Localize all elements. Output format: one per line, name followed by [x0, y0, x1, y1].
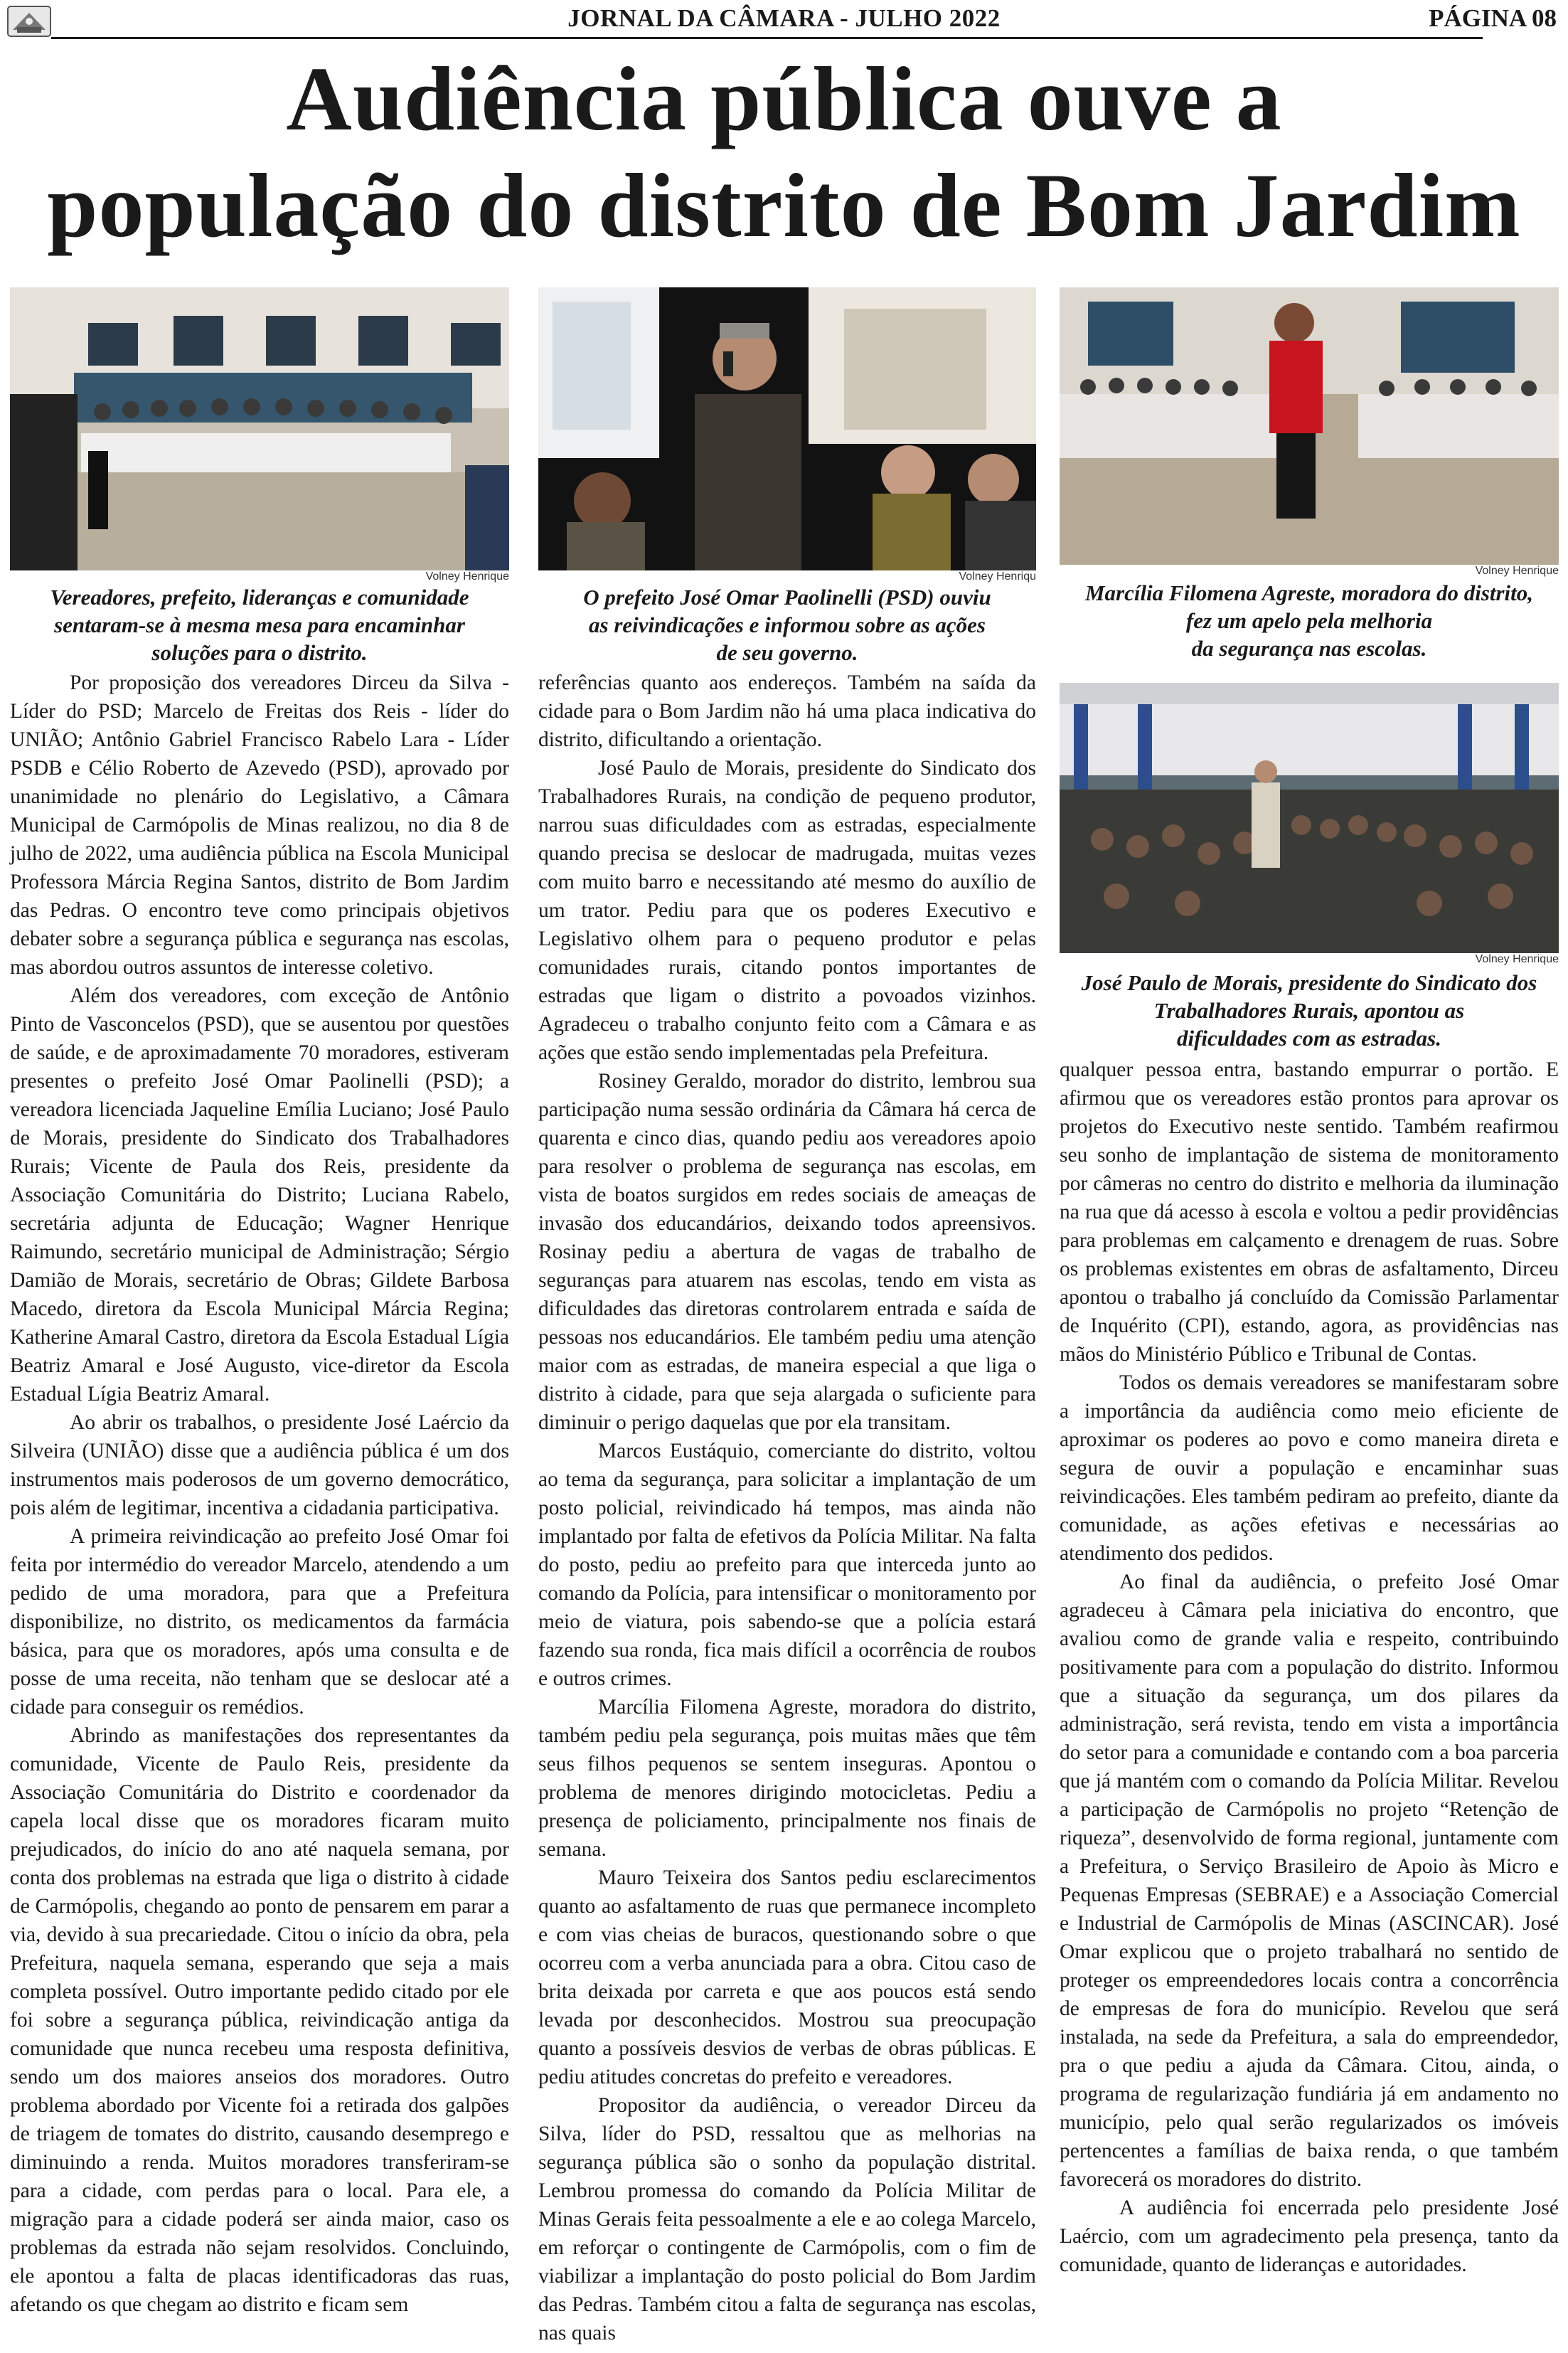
photo-credit-2: Volney Henriqu: [959, 570, 1036, 583]
photo-credit-4: Volney Henrique: [1475, 953, 1559, 965]
journal-title: JORNAL DA CÂMARA - JULHO 2022: [567, 4, 1001, 32]
photo-credit-3: Volney Henrique: [1475, 565, 1559, 577]
paragraph: A primeira reivindicação ao prefeito José Omar foi feita por intermédio do vereador Marcelo, atendendo a um pedido de uma moradora, para que a Prefeitura disponibilize, no distrito, os medicamentos da farmácia básica, para que os moradores, após uma consulta e de posse de uma receita, não tenham que se deslocar até a cidade para conseguir os remédios.: [10, 1525, 509, 1719]
photo-meeting-table: [10, 287, 509, 570]
photo-caption-4: José Paulo de Morais, presidente do Sindicato dos Trabalhadores Rurais, apontou as dificuldades com as estradas.: [1081, 970, 1537, 1051]
masthead: [0, 0, 1568, 43]
photo-caption-2: O prefeito José Omar Paolinelli (PSD) ouviu as reivindicações e informou sobre as ações de seu governo.: [583, 585, 991, 665]
paragraph: Marcos Eustáquio, comerciante do distrito, voltou ao tema da segurança, para solicitar a implantação de um posto policial, reivindicado há tempos, mas ainda não implantado por falta de efetivos da Polícia Militar. Na falta do posto, pediu ao prefeito para que interceda junto ao comando da Polícia, para intensificar o monitoramento por meio de viatura, pois sabendo-se que a polícia estará fazendo sua ronda, fica mais difícil a ocorrência de roubos e outros crimes.: [538, 1440, 1036, 1690]
headline: [0, 46, 1568, 259]
paragraph: Marcília Filomena Agreste, moradora do distrito, também pediu pela segurança, pois muitas mães que têm seus filhos pequenos se sentem inseguras. Apontou o problema de menores dirigindo motocicletas. Pediu a presença de policiamento, principalmente nos finais de semana.: [538, 1696, 1036, 1861]
headline-line-1: Audiência pública ouve a: [286, 48, 1282, 149]
paragraph: Propositor da audiência, o vereador Dirceu da Silva, líder do PSD, ressaltou que as melhorias na segurança pública são o sonho da população distrital. Lembrou promessa do comando da Polícia Militar de Minas Gerais feita pessoalmente a ele e ao colega Marcelo, em reforçar o contingente de Carmópolis, com o fim de viabilizar a implantação do posto policial do Bom Jardim das Pedras. Também citou a falta de segurança nas escolas, nas quais: [538, 2094, 1036, 2344]
photo-credit-1: Volney Henrique: [425, 570, 509, 583]
page-number: PÁGINA 08: [1429, 4, 1557, 32]
headline-line-2: população do distrito de Bom Jardim: [47, 155, 1521, 256]
paragraph: Rosiney Geraldo, morador do distrito, lembrou sua participação numa sessão ordinária da Câmara há cerca de quarenta e cinco dias, quando pediu aos vereadores apoio para resolver o problema de segurança nas escolas, em vista de boatos surgidos em redes sociais de ameaças de invasão dos educandários, deixando todos apreensivos. Rosinay pediu a abertura de vagas de trabalho de seguranças para atuarem nas escolas, tendo em vista as dificuldades das diretoras controlarem entrada e saída de pessoas nos educandários. Ele também pediu uma atenção maior com as estradas, de maneira especial a que liga o distrito à cidade, para que seja alargada o suficiente para diminuir o perigo daquelas que por ela transitam.: [538, 1070, 1036, 1434]
paragraph: Abrindo as manifestações dos representantes da comunidade, Vicente de Paulo Reis, presidente da Associação Comunitária do Distrito e coordenador da capela local disse que os moradores ficaram muito prejudicados, do início do ano até naquela semana, por conta dos problemas na estrada que liga o distrito à cidade de Carmópolis, chegando ao ponto de pensarem em parar a via, devido à sua precariedade. Citou o início da obra, pela Prefeitura, naquela semana, esperando que seja a mais completa possível. Outro importante pedido citado por ele foi sobre a segurança pública, reivindicação antiga da comunidade que nunca recebeu uma resposta definitiva, sendo um dos maiores anseios dos moradores. Outro problema abordado por Vicente foi a retirada dos galpões de triagem de tomates do distrito, causando desemprego e diminuindo a renda. Muitos moradores transferiram-se para a cidade, com perdas para o local. Para ele, a migração para a cidade poderá ser ainda maior, caso os problemas da estrada não sejam resolvidos. Concluindo, ele apontou a falta de placas identificadoras das ruas, afetando os que chegam ao distrito e ficam sem: [10, 1724, 509, 2316]
paragraph: qualquer pessoa entra, bastando empurrar o portão. E afirmou que os vereadores estão prontos para aprovar os projetos do Executivo neste sentido. Também reafirmou seu sonho de implantação de sistema de monitoramento por câmeras no centro do distrito e melhoria da iluminação na rua que dá acesso à escola e voltou a pedir providências para problemas em calçamento e drenagem de ruas. Sobre os problemas existentes em obras de asfaltamento, Dirceu apontou o trabalho já concluído da Comissão Parlamentar de Inquérito (CPI), estando, agora, as providências nas mãos do Ministério Público e Tribunal de Contas.: [1060, 1058, 1559, 1366]
paragraph: Ao abrir os trabalhos, o presidente José Laércio da Silveira (UNIÃO) disse que a audiência pública é um dos instrumentos mais poderosos de um governo democrático, pois além de legitimar, incentiva a cidadania participativa.: [10, 1411, 509, 1519]
paragraph: Além dos vereadores, com exceção de Antônio Pinto de Vasconcelos (PSD), que se ausentou por questões de saúde, e de aproximadamente 70 moradores, estiveram presentes o prefeito José Omar Paolinelli (PSD); a vereadora licenciada Jaqueline Emília Luciano; José Paulo de Morais, presidente do Sindicato dos Trabalhadores Rurais; Vicente de Paula dos Reis, presidente da Associação Comunitária do Distrito; Luciana Rabelo, secretária adjunta de Educação; Wagner Henrique Raimundo, secretário municipal de Administração; Sérgio Damião de Morais, secretário de Obras; Gildete Barbosa Macedo, diretora da Escola Municipal Márcia Regina; Katherine Amaral Castro, diretora da Escola Estadual Lígia Beatriz Amaral e José Augusto, vice-diretor da Escola Estadual Lígia Beatriz Amaral.: [10, 984, 509, 1406]
paragraph: referências quanto aos endereços. Também na saída da cidade para o Bom Jardim não há uma placa indicativa do distrito, dificultando a orientação.: [538, 671, 1036, 751]
photo-resident-speaking: [1060, 287, 1559, 565]
photo-caption-3: Marcília Filomena Agreste, moradora do distrito, fez um apelo pela melhoria da segurança nas escolas.: [1084, 580, 1534, 661]
paragraph: Mauro Teixeira dos Santos pediu esclarecimentos quanto ao asfaltamento de ruas que permanece incompleto e com vias cheias de buracos, questionando sobre o que ocorreu com a verba anunciada para a obra. Citou caso de brita deixada por carreta e que aos poucos está sendo levada por desconhecidos. Mostrou sua preocupação quanto a possíveis desvios de verbas de obras públicas. E pediu atitudes concretas do prefeito e vereadores.: [538, 1866, 1036, 2088]
masthead-rule: [51, 37, 1483, 39]
article-column-3: [1060, 1056, 1559, 2347]
photo-mayor-speaking: [538, 287, 1036, 570]
article-column-1: [10, 669, 509, 2347]
paragraph: José Paulo de Morais, presidente do Sindicato dos Trabalhadores Rurais, na condição de pequeno produtor, narrou suas dificuldades com as estradas, especialmente quando precisa se deslocar de madrugada, muitas vezes com muito barro e necessitando até mesmo do auxílio de um trator. Pediu para que os poderes Executivo e Legislativo olhem para o pequeno produtor e pelas comunidades rurais, citando pontos importantes de estradas que ligam o distrito a povoados vizinhos. Agradeceu o trabalho conjunto feito com a Câmara e as ações que estão sendo implementadas pela Prefeitura.: [538, 757, 1036, 1064]
photo-audience: [1060, 683, 1559, 953]
photo-caption-1: Vereadores, prefeito, lideranças e comunidade sentaram-se à mesma mesa para encaminhar soluções para o distrito.: [50, 585, 469, 665]
paragraph: A audiência foi encerrada pelo presidente José Laércio, com um agradecimento pela presença, tanto da comunidade, quanto de lideranças e autoridades.: [1060, 2197, 1559, 2276]
article-column-2: [538, 669, 1036, 2347]
paragraph: Ao final da audiência, o prefeito José Omar agradeceu à Câmara pela iniciativa do encontro, que avaliou como de grande valia e respeito, contribuindo positivamente para com a população do distrito. Informou que a situação da segurança, um dos pilares da administração, será revista, tendo em vista a importância do setor para a comunidade e contando com a boa parceria que já mantém com o comando da Polícia Militar. Revelou a participação de Carmópolis no projeto “Retenção de riqueza”, desenvolvido de forma regional, juntamente com a Prefeitura, o Serviço Brasileiro de Apoio às Micro e Pequenas Empresas (SEBRAE) e a Associação Comercial e Industrial de Carmópolis de Minas (ASCINCAR). José Omar explicou que o projeto trabalhará no sentido de proteger os empreendedores locais contra a concorrência de empresas de fora do município. Revelou que será instalada, na sede da Prefeitura, a sala do empreendedor, pra o que pediu a ajuda da Câmara. Citou, ainda, o programa de regularização fundiária já em andamento no município, pelo qual serão regularizados os imóveis pertencentes a famílias de baixa renda, o que também favorecerá os moradores do distrito.: [1060, 1571, 1559, 2191]
paragraph: Todos os demais vereadores se manifestaram sobre a importância da audiência como meio eficiente de aproximar os poderes ao povo e como maneira direta e segura de ouvir a população e encaminhar suas reivindicações. Eles também pediram ao prefeito, diante da comunidade, as ações efetivas e necessárias ao atendimento dos pedidos.: [1060, 1371, 1559, 1565]
paragraph: Por proposição dos vereadores Dirceu da Silva - Líder do PSD; Marcelo de Freitas dos Reis - líder do UNIÃO; Antônio Gabriel Francisco Rabelo Lara - Líder PSDB e Célio Roberto de Azevedo (PSD), aprovado por unanimidade no plenário do Legislativo, a Câmara Municipal de Carmópolis de Minas realizou, no dia 8 de julho de 2022, uma audiência pública na Escola Municipal Professora Márcia Regina Santos, distrito de Bom Jardim das Pedras. O encontro teve como principais objetivos debater sobre a segurança pública e segurança nas escolas, mas abordou outros assuntos de interesse coletivo.: [10, 671, 509, 979]
